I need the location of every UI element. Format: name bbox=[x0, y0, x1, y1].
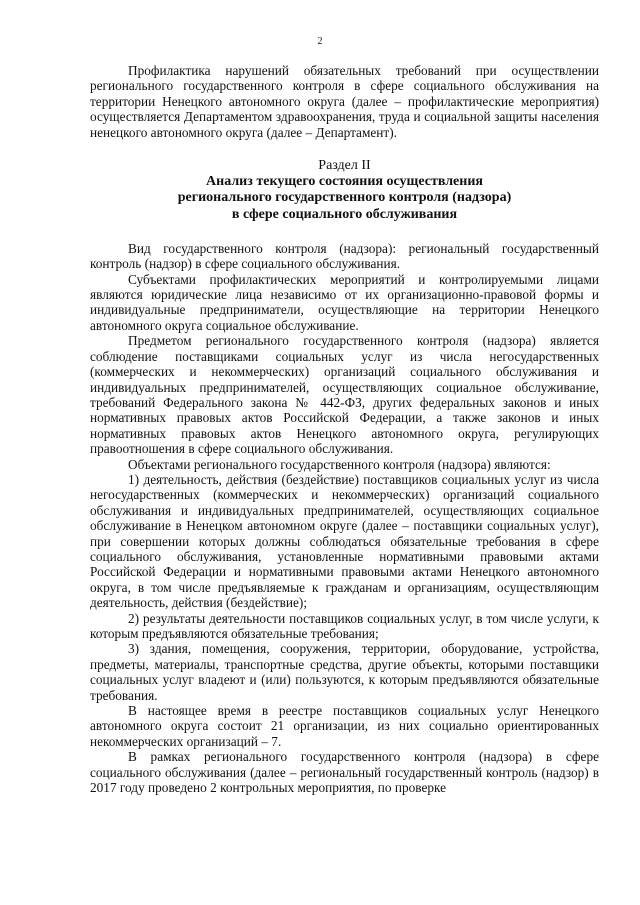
paragraph-control-type: Вид государственного контроля (надзора): региональный государственный контроль (надзор) в сфере социального обслуживания. bbox=[90, 240, 599, 272]
section-title-line-2: регионального государственного контроля (надзора) bbox=[177, 190, 512, 206]
paragraph-objects-intro: Объектами регионального государственного контроля (надзора) являются: bbox=[128, 456, 551, 472]
document-body bbox=[90, 63, 599, 795]
section-title-line-3: в сфере социального обслуживания bbox=[231, 206, 458, 222]
list-item-1: 1) деятельность, действия (бездействие) поставщиков социальных услуг из числа негосударственных (коммерческих и некоммерческих) организаций социального обслуживания и индивидуальных предпринимателей, осуществляющих социальное обслуживание в Ненецком автономном округе (далее – поставщики социальных услуг), при совершении которых должны соблюдаться обязательные требования в сфере социального обслуживания, установленные нормативными правовыми актами Российской Федерации и нормативными правовыми актами Ненецкого автономного округа, в том числе предъявляемые к гражданам и организациям, осуществляющим деятельность, действия (бездействие); bbox=[90, 471, 599, 611]
paragraph-inspections: В рамках регионального государственного контроля (надзора) в сфере социального обслуживания (далее – региональный государственный контроль (надзор) в 2017 году проведено 2 контрольных мероприятия, по проверке bbox=[90, 749, 599, 796]
section-title-line-1: Анализ текущего состояния осуществления bbox=[206, 174, 483, 190]
intro-paragraph: Профилактика нарушений обязательных требований при осуществлении регионального государственного контроля в сфере социального обслуживания на территории Ненецкого автономного округа (далее – профилактические мероприятия) осуществляется Департаментом здравоохранения, труда и социальной защиты населения ненецкого автономного округа (далее – Департамент). bbox=[90, 63, 599, 140]
section-heading bbox=[90, 158, 599, 223]
paragraph-registry: В настоящее время в реестре поставщиков социальных услуг Ненецкого автономного округа состоит 21 организации, из них социально ориентированных некоммерческих организаций – 7. bbox=[90, 703, 599, 749]
section-number: Раздел II bbox=[318, 158, 371, 174]
page-number: 2 bbox=[317, 36, 323, 47]
paragraph-subject-matter: Предметом регионального государственного контроля (надзора) является соблюдение поставщиками социальных услуг из числа негосударственных (коммерческих и некоммерческих) организаций социального обслуживания и индивидуальных предпринимателей, осуществляющих социальное обслуживание, требований Федерального закона № 442-ФЗ, других федеральных законов и иных нормативных правовых актов Российской Федерации, а также законов и иных нормативных правовых актов Ненецкого автономного округа, регулирующих правоотношения в сфере социального обслуживания. bbox=[90, 333, 599, 457]
paragraph-subjects: Субъектами профилактических мероприятий и контролируемыми лицами являются юридические лица независимо от их организационно-правовой формы и индивидуальные предприниматели, осуществляющие на территории Ненецкого автономного округа социальное обслуживание. bbox=[90, 271, 599, 333]
list-item-3: 3) здания, помещения, сооружения, территории, оборудование, устройства, предметы, материалы, транспортные средства, другие объекты, которыми поставщики социальных услуг владеют и (или) пользуются, к которым предъявляются обязательные требования. bbox=[90, 641, 599, 703]
list-item-2: 2) результаты деятельности поставщиков социальных услуг, в том числе услуги, к которым предъявляются обязательные требования; bbox=[90, 610, 599, 641]
